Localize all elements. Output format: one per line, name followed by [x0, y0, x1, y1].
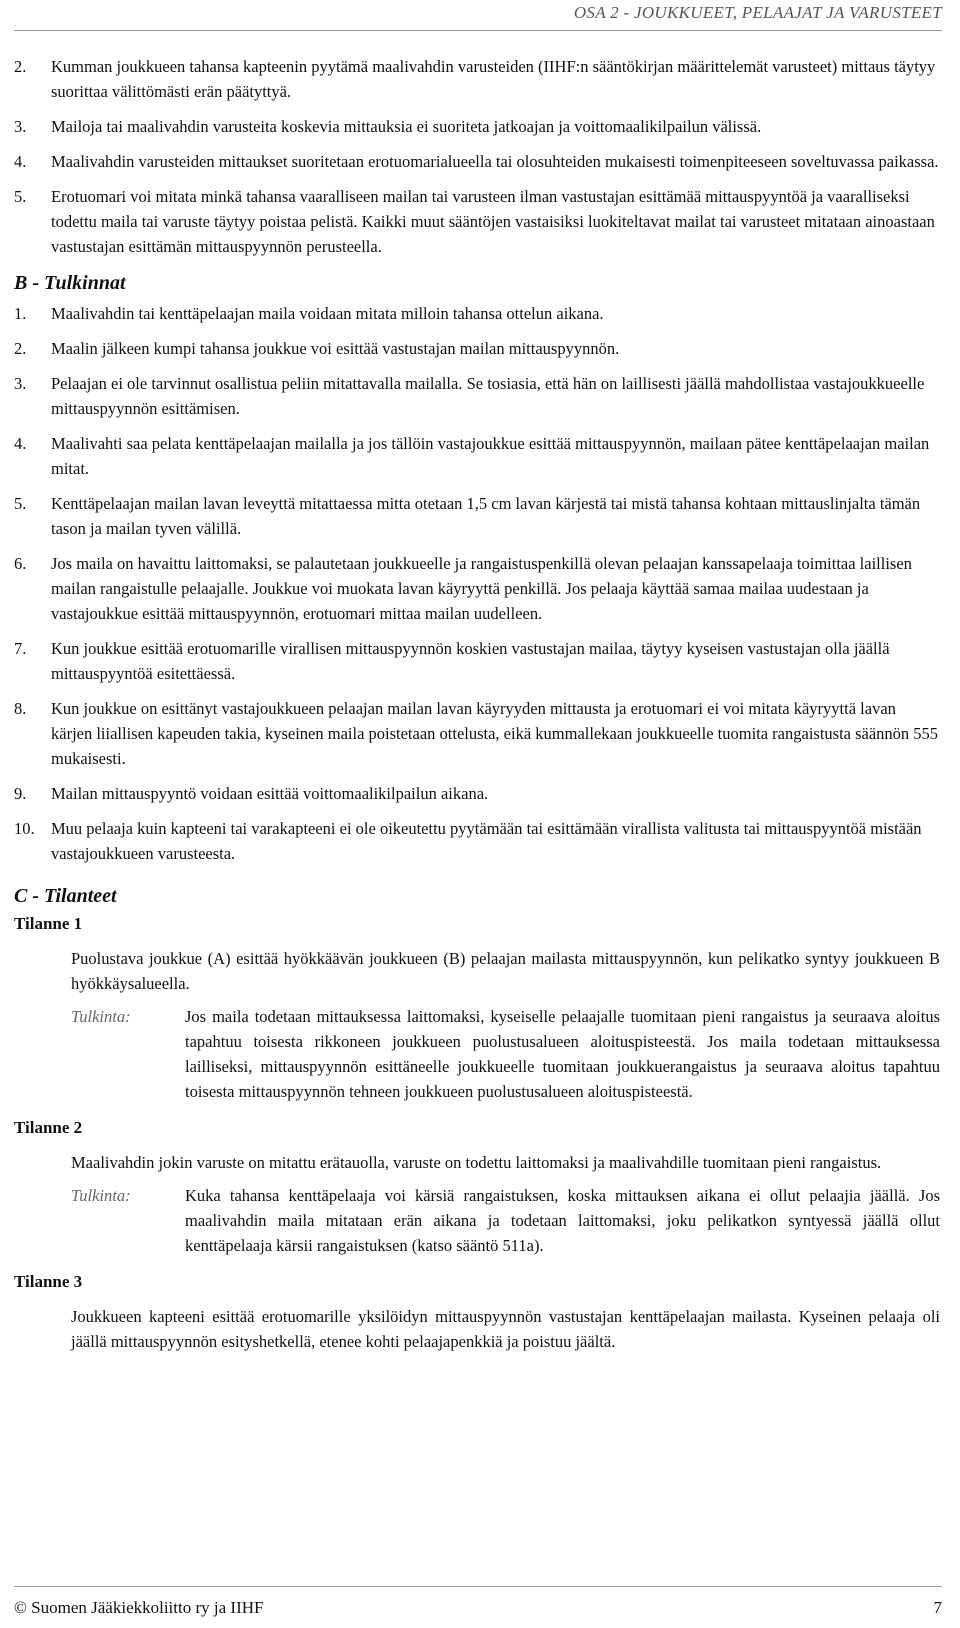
list-item: [14, 336, 940, 361]
list-item: [14, 149, 940, 174]
item-number: 6.: [14, 554, 27, 573]
item-text: Maalin jälkeen kumpi tahansa joukkue voi esittää vastustajan mailan mittauspyynnön.: [51, 339, 620, 358]
interpretation-text: Jos maila todetaan mittauksessa laittomaksi, kyseiselle pelaajalle tuomitaan pieni rangaistus ja seuraava aloitus tapahtuu toisesta rikkoneen joukkueen puolustusalueen aloituspisteestä. Jos maila todetaan mittauksessa lailliseksi, mittauspyynnön esittäneelle joukkueelle tuomitaan joukkuerangaistus ja seuraava aloitus tapahtuu toisesta mittauspyynnön tehneen joukkueen puolustusalueen aloituspisteestä.: [185, 1007, 940, 1101]
list-item: [14, 114, 940, 139]
item-number: 2.: [14, 339, 27, 358]
item-text: Maalivahdin tai kenttäpelaajan maila voidaan mitata milloin tahansa ottelun aikana.: [51, 304, 604, 323]
case-title: Tilanne 3: [14, 1272, 83, 1291]
case-3: [14, 1270, 940, 1354]
list-item: [14, 184, 940, 259]
page-footer: [14, 1586, 942, 1626]
item-text: Mailoja tai maalivahdin varusteita koskevia mittauksia ei suoriteta jatkoajan ja voittomaalikilpailun välissä.: [51, 117, 762, 136]
list-item: [14, 431, 940, 481]
item-text: Kenttäpelaajan mailan lavan leveyttä mitattaessa mitta otetaan 1,5 cm lavan kärjestä tai mistä tahansa kohtaan mittauslinjalta tämän tason ja mailan tyven välillä.: [51, 494, 921, 538]
interpretation: [71, 1004, 940, 1104]
item-text: Kun joukkue esittää erotuomarille virallisen mittauspyynnön koskien vastustajan mailaa, täytyy kyseisen vastustajan olla jäällä mittauspyyntöä esitettäessä.: [51, 639, 890, 683]
item-text: Muu pelaaja kuin kapteeni tai varakapteeni ei ole oikeutettu pyytämään tai esittämään virallista valitusta tai mittauspyyntöä mistään vastajoukkueen varusteesta.: [51, 819, 922, 863]
list-item: [14, 551, 940, 626]
item-number: 7.: [14, 639, 27, 658]
section-a-list: [14, 54, 940, 259]
item-text: Erotuomari voi mitata minkä tahansa vaaralliseen mailan tai varusteen ilman vastustajan esittämää mittauspyyntöä ja vaaralliseksi todettu maila tai varuste täytyy poistaa pelistä. Kaikki muut sääntöjen vastaisiksi luokiteltavat mailat tai varusteet mitataan ainoastaan vastustajan esittämän mittauspyynnön perusteella.: [51, 187, 935, 256]
item-number: 8.: [14, 699, 27, 718]
item-number: 3.: [14, 117, 27, 136]
interpretation-text: Kuka tahansa kenttäpelaaja voi kärsiä rangaistuksen, koska mittauksen aikana ei ollut pelaajia jäällä. Jos maalivahdin maila mitataan erän aikana ja todetaan laittomaksi, joku pelikatkon syntyessä jäällä ollut kenttäpelaaja kärsii rangaistuksen (katso sääntö 511a).: [185, 1186, 940, 1255]
item-text: Mailan mittauspyyntö voidaan esittää voittomaalikilpailun aikana.: [51, 784, 489, 803]
page-number: 7: [933, 1598, 942, 1617]
list-item: [14, 781, 940, 806]
item-number: 4.: [14, 434, 27, 453]
list-item: [14, 636, 940, 686]
item-number: 1.: [14, 304, 27, 323]
case-description: Maalivahdin jokin varuste on mitattu erätauolla, varuste on todettu laittomaksi ja maalivahdille tuomitaan pieni rangaistus.: [71, 1153, 882, 1172]
item-text: Jos maila on havaittu laittomaksi, se palautetaan joukkueelle ja rangaistuspenkillä olevan pelaajan kanssapelaaja toimittaa laillisen mailan rangaistulle pelaajalle. Joukkue voi muokata lavan käyryyttä penkillä. Jos pelaaja käyttää samaa mailaa uudestaan ja vastajoukkue esittää mittauspyynnön, erotuomari mittaa mailan uudelleen.: [51, 554, 912, 623]
item-text: Pelaajan ei ole tarvinnut osallistua peliin mitattavalla mailalla. Se tosiasia, että hän on laillisesti jäällä mahdollistaa vastajoukkueelle mittauspyynnön esittämisen.: [51, 374, 925, 418]
interpretation-label: Tulkinta:: [71, 1007, 131, 1026]
case-description: Puolustava joukkue (A) esittää hyökkäävän joukkueen (B) pelaajan mailasta mittauspyynnön, kun pelikatko syntyy joukkueen B hyökkäysalueella.: [71, 949, 940, 993]
section-b-heading: B - Tulkinnat: [14, 272, 126, 294]
item-number: 5.: [14, 187, 27, 206]
item-text: Maalivahti saa pelata kenttäpelaajan mailalla ja jos tällöin vastajoukkue esittää mittauspyynnön, mailaan pätee kenttäpelaajan mailan mitat.: [51, 434, 930, 478]
case-1: [14, 912, 940, 1104]
page-content: [14, 54, 940, 1362]
list-item: [14, 54, 940, 104]
interpretation-label: Tulkinta:: [71, 1186, 131, 1205]
copyright-text: © Suomen Jääkiekkoliitto ry ja IIHF: [14, 1598, 264, 1617]
item-number: 3.: [14, 374, 27, 393]
case-description: Joukkueen kapteeni esittää erotuomarille yksilöidyn mittauspyynnön vastustajan kenttäpelaajan mailasta. Kyseinen pelaaja oli jäällä mittauspyynnön esityshetkellä, etenee kohti pelaajapenkkiä ja poistuu jäältä.: [71, 1307, 940, 1351]
case-2: [14, 1116, 940, 1258]
item-text: Kun joukkue on esittänyt vastajoukkueen pelaajan mailan lavan käyryyden mittausta ja erotuomari ei voi mitata käyryyttä lavan kärjen liiallisen kapeuden takia, kyseinen maila poistetaan ottelusta, eikä kummallekaan joukkueelle tuomita rangaistusta säännön 555 mukaisesti.: [51, 699, 939, 768]
item-text: Maalivahdin varusteiden mittaukset suoritetaan erotuomarialueella tai olosuhteiden mukaisesti toimenpiteeseen soveltuvassa paikassa.: [51, 152, 939, 171]
list-item: [14, 301, 940, 326]
item-number: 10.: [14, 819, 35, 838]
list-item: [14, 696, 940, 771]
case-title: Tilanne 1: [14, 914, 83, 933]
interpretation: [71, 1183, 940, 1258]
item-number: 4.: [14, 152, 27, 171]
item-number: 5.: [14, 494, 27, 513]
section-c-heading: C - Tilanteet: [14, 885, 117, 907]
list-item: [14, 371, 940, 421]
case-title: Tilanne 2: [14, 1118, 83, 1137]
header-title: OSA 2 - JOUKKUEET, PELAAJAT JA VARUSTEET: [573, 3, 942, 22]
page-header: [14, 0, 942, 31]
item-text: Kumman joukkueen tahansa kapteenin pyytämä maalivahdin varusteiden (IIHF:n sääntökirjan määrittelemät varusteet) mittaus täytyy suorittaa välittömästi erän päätyttyä.: [51, 57, 936, 101]
item-number: 2.: [14, 57, 27, 76]
item-number: 9.: [14, 784, 27, 803]
list-item: [14, 816, 940, 866]
section-b-list: [14, 301, 940, 866]
list-item: [14, 491, 940, 541]
